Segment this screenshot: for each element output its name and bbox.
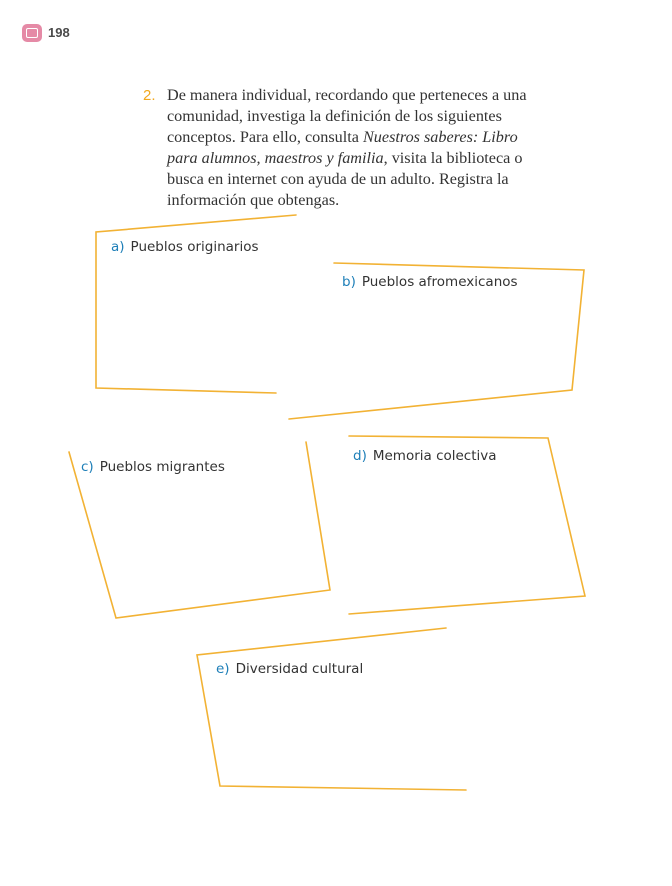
- label-pueblos-migrantes[interactable]: [81, 459, 225, 475]
- activity-text-part1: De manera individual, recordando que perteneces a una comunidad, investiga la definición de los siguientes conceptos. Para ello, consulta: [167, 86, 527, 146]
- answer-box-e: [197, 628, 466, 790]
- label-letter-c: c): [81, 459, 94, 475]
- label-text-c: Pueblos migrantes: [99, 459, 225, 475]
- label-letter-d: d): [353, 448, 367, 464]
- label-pueblos-afromexicanos[interactable]: [342, 274, 518, 290]
- activity-text-part2: , visita la biblioteca o busca en internet con ayuda de un adulto. Registra la información que obtengas.: [167, 149, 523, 209]
- page-number: 198: [48, 25, 70, 40]
- label-text-d: Memoria colectiva: [372, 448, 497, 464]
- label-text-a: Pueblos originarios: [130, 239, 259, 255]
- label-memoria-colectiva[interactable]: [353, 448, 497, 464]
- label-diversidad-cultural[interactable]: [216, 661, 363, 677]
- label-letter-b: b): [342, 274, 356, 290]
- label-text-b: Pueblos afromexicanos: [361, 274, 518, 290]
- label-letter-e: e): [216, 661, 230, 677]
- label-pueblos-originarios[interactable]: [111, 239, 259, 255]
- activity-number: 2.: [143, 87, 156, 104]
- label-text-e: Diversidad cultural: [235, 661, 364, 677]
- activity-book-title: Nuestros saberes: Libro para alumnos, maestros y familia: [167, 128, 518, 167]
- label-letter-a: a): [111, 239, 125, 255]
